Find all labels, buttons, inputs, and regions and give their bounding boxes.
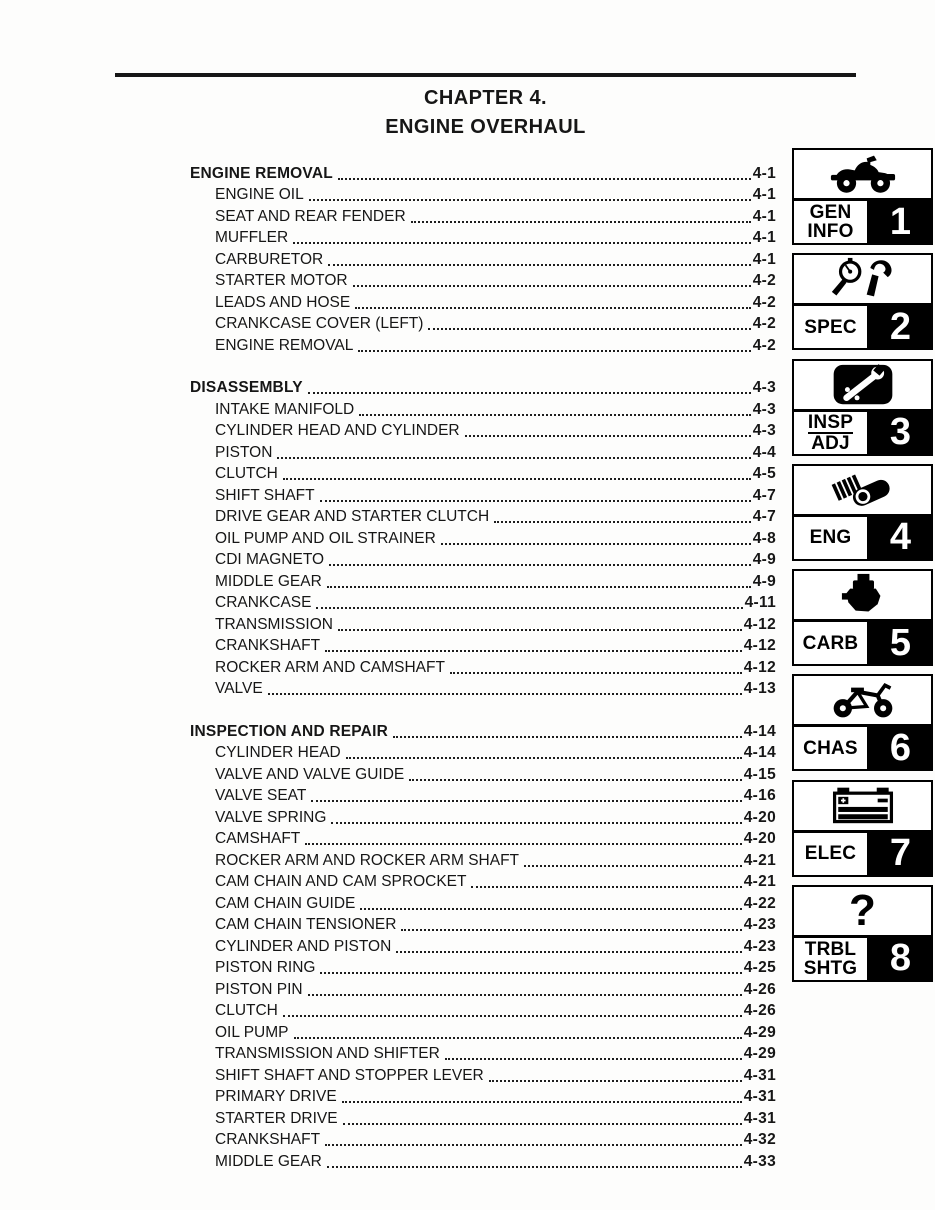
toc-entry-label: CYLINDER HEAD AND CYLINDER (215, 422, 460, 439)
toc-entry-label: TRANSMISSION AND SHIFTER (215, 1045, 440, 1062)
toc-row-item (190, 1086, 776, 1108)
toc-row-item (190, 1129, 776, 1151)
toc-entry-label: TRANSMISSION (215, 615, 333, 633)
toc-row-item (190, 463, 776, 485)
page-number: 4-20 (743, 830, 776, 847)
dotted-leader (283, 1015, 742, 1017)
carburetor-icon (794, 571, 931, 619)
page-number: 4-11 (744, 594, 776, 611)
page-number: 4-23 (743, 916, 776, 933)
dotted-leader (360, 908, 741, 910)
toc-row-item (190, 656, 776, 678)
dotted-leader (428, 328, 750, 330)
dotted-leader (409, 779, 742, 781)
tab-label (794, 622, 870, 664)
page-number: 4-3 (752, 400, 776, 418)
toc-entry-label: CRANKCASE COVER (LEFT) (215, 315, 424, 332)
dotted-leader (325, 650, 742, 652)
toc-row-item (190, 785, 776, 807)
page-number: 4-5 (752, 465, 776, 482)
sidebar-tab-gen-info (792, 148, 933, 245)
page-number: 4-7 (752, 486, 776, 504)
section-tab-sidebar (792, 148, 933, 982)
table-of-contents (190, 162, 776, 1172)
toc-entry-label: CAM CHAIN TENSIONER (215, 916, 397, 933)
tab-label-bar (794, 514, 931, 559)
page-number: 4-16 (743, 787, 776, 804)
toc-row-header (190, 377, 776, 399)
page-number: 4-21 (743, 873, 776, 890)
toc-row-item (190, 871, 776, 893)
tab-label-line: TRBL (804, 938, 857, 960)
toc-entry-label: VALVE SPRING (215, 808, 327, 826)
page-number: 4-12 (743, 658, 776, 676)
toc-row-item (190, 613, 776, 635)
tab-number: 5 (870, 622, 931, 664)
toc-row-item (190, 678, 776, 700)
toc-row-item (190, 635, 776, 657)
page-number: 4-2 (752, 272, 776, 289)
dotted-leader (401, 929, 741, 931)
tab-label-bar (794, 303, 931, 348)
toc-section (190, 720, 776, 1172)
toc-row-item (190, 1064, 776, 1086)
dotted-leader (308, 392, 751, 394)
tab-label-line: ELEC (804, 843, 857, 865)
dotted-leader (320, 500, 751, 502)
page-number: 4-13 (743, 680, 776, 697)
sidebar-tab-elec (792, 780, 933, 877)
toc-row-item (190, 227, 776, 249)
sidebar-tab-insp-adj (792, 359, 933, 456)
toc-row-item (190, 1000, 776, 1022)
toc-row-item (190, 441, 776, 463)
engine-cylinder-icon (794, 466, 931, 514)
dotted-leader (268, 693, 742, 695)
page-number: 4-9 (752, 572, 776, 590)
toc-row-header (190, 720, 776, 742)
toc-entry-label: PISTON RING (215, 959, 316, 976)
toc-row-item (190, 527, 776, 549)
toc-entry-label: STARTER DRIVE (215, 1109, 338, 1127)
page-number: 4-2 (752, 315, 776, 332)
dotted-leader (327, 1166, 742, 1168)
page-number: 4-2 (752, 293, 776, 311)
page-number: 4-31 (743, 1109, 776, 1127)
tab-label-line: ADJ (811, 432, 850, 454)
battery-icon (794, 782, 931, 830)
sidebar-tab-trbl-shtg (792, 885, 933, 982)
toc-row-item (190, 892, 776, 914)
dotted-leader (353, 285, 751, 287)
dotted-leader (396, 951, 741, 953)
page-number: 4-14 (743, 722, 776, 740)
toc-row-item (190, 1150, 776, 1172)
toc-entry-label: CRANKSHAFT (215, 1131, 321, 1148)
page-number: 4-26 (743, 1002, 776, 1019)
header-rule (115, 73, 856, 77)
page-number: 4-1 (752, 229, 776, 246)
toc-entry-label: CLUTCH (215, 465, 278, 482)
sidebar-tab-chas (792, 674, 933, 771)
page-number: 4-12 (743, 637, 776, 654)
toc-entry-label: MIDDLE GEAR (215, 572, 322, 590)
dotted-leader (441, 543, 751, 545)
tab-number: 8 (870, 938, 931, 980)
wrench-hand-icon (794, 361, 931, 409)
page-number: 4-3 (752, 422, 776, 439)
toc-row-item (190, 763, 776, 785)
toc-section (190, 162, 776, 356)
toc-entry-label: ROCKER ARM AND ROCKER ARM SHAFT (215, 851, 520, 869)
dotted-leader (343, 1123, 742, 1125)
dotted-leader (524, 865, 742, 867)
sidebar-tab-spec (792, 253, 933, 350)
toc-row-item (190, 313, 776, 335)
dotted-leader (320, 972, 741, 974)
toc-row-item (190, 420, 776, 442)
toc-entry-label: CARBURETOR (215, 250, 324, 268)
page-number: 4-33 (743, 1152, 776, 1170)
toc-entry-label: VALVE SEAT (215, 787, 307, 804)
tab-label (794, 412, 870, 454)
dotted-leader (293, 242, 750, 244)
page-number: 4-2 (752, 336, 776, 354)
tab-label-line: SHTG (803, 957, 858, 979)
toc-entry-label: DISASSEMBLY (190, 379, 303, 396)
toc-row-item (190, 592, 776, 614)
toc-row-item (190, 742, 776, 764)
tab-label-bar (794, 198, 931, 243)
page-number: 4-22 (743, 894, 776, 912)
toc-entry-label: CYLINDER AND PISTON (215, 937, 392, 955)
toc-entry-label: CDI MAGNETO (215, 551, 325, 568)
page-number: 4-12 (743, 615, 776, 633)
chassis-frame-icon (794, 676, 931, 724)
toc-entry-label: INSPECTION AND REPAIR (190, 722, 388, 740)
dotted-leader (471, 886, 741, 888)
toc-row-item (190, 914, 776, 936)
toc-entry-label: CAM CHAIN GUIDE (215, 894, 356, 912)
tab-number: 6 (870, 727, 931, 769)
page-number: 4-1 (752, 164, 776, 182)
toc-entry-label: CLUTCH (215, 1002, 278, 1019)
dotted-leader (283, 478, 751, 480)
toc-entry-label: ROCKER ARM AND CAMSHAFT (215, 658, 445, 676)
dotted-leader (294, 1037, 742, 1039)
toc-entry-label: MIDDLE GEAR (215, 1152, 322, 1170)
page-number: 4-31 (743, 1066, 776, 1084)
toc-row-item (190, 570, 776, 592)
toc-entry-label: VALVE AND VALVE GUIDE (215, 765, 405, 783)
dotted-leader (325, 1144, 742, 1146)
gauge-caliper-icon (794, 255, 931, 303)
tab-label-line: CHAS (803, 737, 858, 759)
tab-label-bar (794, 619, 931, 664)
toc-row-item (190, 506, 776, 528)
dotted-leader (327, 586, 751, 588)
dotted-leader (450, 672, 742, 674)
dotted-leader (358, 350, 750, 352)
toc-entry-label: SEAT AND REAR FENDER (215, 207, 406, 225)
dotted-leader (494, 521, 751, 523)
page-number: 4-4 (752, 443, 776, 461)
dotted-leader (331, 822, 741, 824)
page-number: 4-1 (752, 186, 776, 203)
toc-section (190, 377, 776, 700)
atv-icon (794, 150, 931, 198)
dotted-leader (338, 178, 751, 180)
dotted-leader (342, 1101, 742, 1103)
dotted-leader (411, 221, 751, 223)
page-number: 4-3 (752, 379, 776, 396)
toc-row-item (190, 849, 776, 871)
dotted-leader (445, 1058, 742, 1060)
tab-number: 1 (870, 201, 931, 243)
dotted-leader (328, 264, 750, 266)
tab-label (794, 517, 870, 559)
toc-row-header (190, 162, 776, 184)
toc-entry-label: PISTON PIN (215, 980, 303, 998)
tab-label-line: INSP (807, 411, 854, 433)
toc-row-item (190, 248, 776, 270)
tab-number: 3 (870, 412, 931, 454)
toc-entry-label: CRANKSHAFT (215, 637, 321, 654)
tab-label-line: GEN (809, 202, 852, 223)
page-number: 4-21 (743, 851, 776, 869)
page-number: 4-9 (752, 551, 776, 568)
tab-label-bar (794, 724, 931, 769)
page-number: 4-29 (743, 1045, 776, 1062)
dotted-leader (489, 1080, 742, 1082)
toc-entry-label: PISTON (215, 443, 273, 461)
toc-row-item (190, 549, 776, 571)
tab-label (794, 938, 870, 980)
page-number: 4-26 (743, 980, 776, 998)
toc-row-item (190, 935, 776, 957)
page-number: 4-29 (743, 1023, 776, 1041)
tab-label (794, 201, 870, 243)
page-number: 4-7 (752, 508, 776, 525)
question-mark-icon: ? (849, 886, 876, 935)
tab-label-line: CARB (802, 632, 859, 654)
dotted-leader (359, 414, 750, 416)
toc-entry-label: CYLINDER HEAD (215, 744, 341, 761)
tab-label-bar (794, 830, 931, 875)
page-number: 4-31 (743, 1088, 776, 1105)
chapter-title-block (115, 84, 856, 142)
page-number: 4-20 (743, 808, 776, 826)
chapter-number: CHAPTER 4. (424, 87, 547, 109)
page-number: 4-14 (743, 744, 776, 761)
toc-row-item (190, 1107, 776, 1129)
toc-row-item (190, 398, 776, 420)
dotted-leader (338, 629, 742, 631)
tab-label (794, 727, 870, 769)
dotted-leader (355, 307, 750, 309)
toc-row-item (190, 1021, 776, 1043)
toc-row-item (190, 806, 776, 828)
dotted-leader (329, 564, 751, 566)
toc-entry-label: VALVE (215, 680, 263, 697)
dotted-leader (465, 435, 751, 437)
dotted-leader (309, 199, 751, 201)
page-number: 4-15 (743, 765, 776, 783)
toc-entry-label: MUFFLER (215, 229, 289, 246)
tab-label-line: INFO (807, 221, 854, 242)
toc-row-item (190, 184, 776, 206)
page-number: 4-8 (752, 529, 776, 547)
dotted-leader (311, 800, 741, 802)
page-number: 4-1 (752, 250, 776, 268)
toc-entry-label: OIL PUMP (215, 1023, 289, 1041)
dotted-leader (393, 736, 742, 738)
toc-row-item (190, 205, 776, 227)
sidebar-tab-carb (792, 569, 933, 666)
toc-row-item (190, 291, 776, 313)
toc-row-item (190, 1043, 776, 1065)
toc-entry-label: DRIVE GEAR AND STARTER CLUTCH (215, 508, 490, 525)
dotted-leader (308, 994, 742, 996)
toc-row-item (190, 270, 776, 292)
toc-entry-label: STARTER MOTOR (215, 272, 348, 289)
toc-entry-label: CAM CHAIN AND CAM SPROCKET (215, 873, 467, 890)
sidebar-tab-eng (792, 464, 933, 561)
page-number: 4-25 (743, 959, 776, 976)
toc-entry-label: INTAKE MANIFOLD (215, 400, 355, 418)
toc-entry-label: ENGINE REMOVAL (190, 164, 333, 182)
page-number: 4-23 (743, 937, 776, 955)
toc-row-item (190, 484, 776, 506)
toc-entry-label: PRIMARY DRIVE (215, 1088, 337, 1105)
toc-entry-label: ENGINE REMOVAL (215, 336, 354, 354)
tab-number: 2 (870, 306, 931, 348)
tab-number: 7 (870, 833, 931, 875)
toc-entry-label: LEADS AND HOSE (215, 293, 351, 311)
dotted-leader (277, 457, 750, 459)
dotted-leader (346, 757, 742, 759)
toc-entry-label: SHIFT SHAFT AND STOPPER LEVER (215, 1066, 484, 1084)
toc-entry-label: CRANKCASE (215, 594, 312, 611)
page-number: 4-1 (752, 207, 776, 225)
toc-row-item (190, 957, 776, 979)
toc-row-item (190, 334, 776, 356)
tab-label (794, 833, 870, 875)
page-number: 4-32 (743, 1131, 776, 1148)
tab-number: 4 (870, 517, 931, 559)
toc-entry-label: CAMSHAFT (215, 830, 301, 847)
toc-row-item (190, 978, 776, 1000)
toc-entry-label: SHIFT SHAFT (215, 486, 315, 504)
dotted-leader (316, 607, 742, 609)
toc-entry-label: OIL PUMP AND OIL STRAINER (215, 529, 436, 547)
tab-label-line: ENG (809, 527, 852, 549)
toc-entry-label: ENGINE OIL (215, 186, 304, 203)
tab-label-bar (794, 935, 931, 980)
tab-label (794, 306, 870, 348)
tab-label-bar (794, 409, 931, 454)
toc-row-item (190, 828, 776, 850)
tab-label-line: SPEC (804, 316, 857, 338)
chapter-name: ENGINE OVERHAUL (385, 116, 586, 138)
dotted-leader (305, 843, 742, 845)
